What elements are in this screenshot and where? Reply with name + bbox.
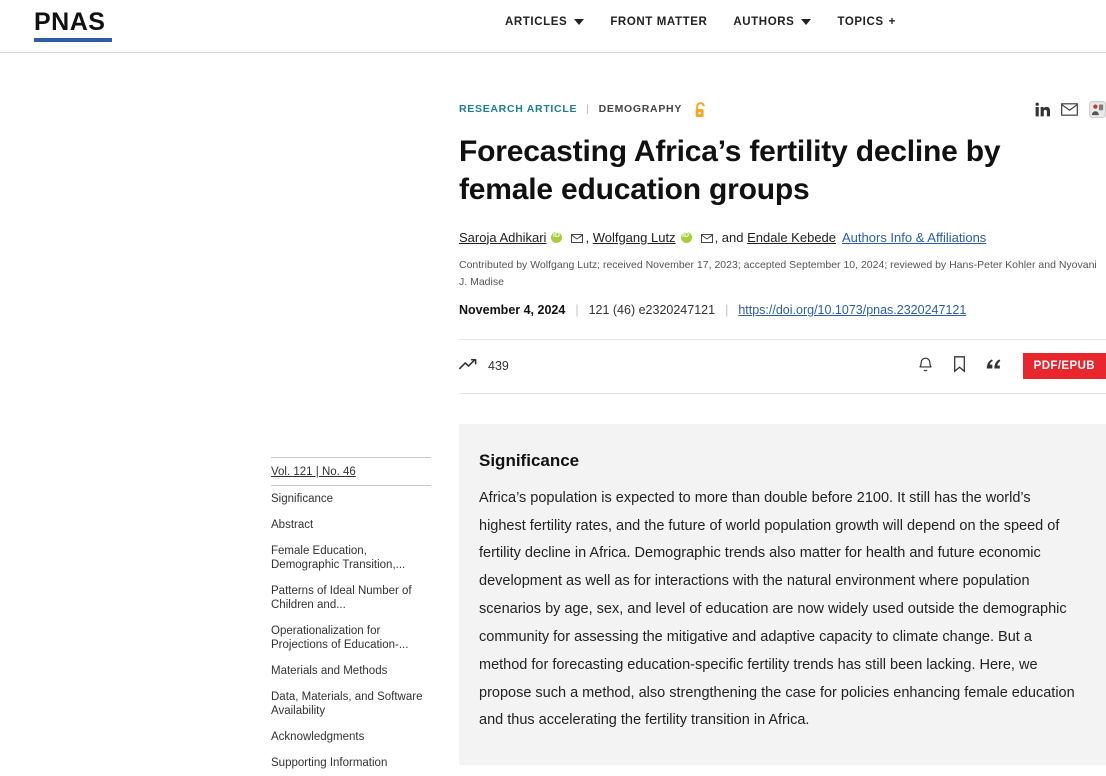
toc-item-data-materials-software[interactable]: Data, Materials, and Software Availability: [271, 691, 423, 718]
toc-item-significance[interactable]: Significance: [271, 493, 334, 505]
publication-date: November 4, 2024: [459, 302, 566, 317]
article-subject-label[interactable]: DEMOGRAPHY: [598, 103, 683, 115]
toc-item-operationalization[interactable]: Operationalization for Projections of Education-...: [271, 625, 409, 652]
orcid-icon[interactable]: [551, 232, 562, 243]
nav-item-authors[interactable]: [733, 16, 811, 28]
article-content: [459, 53, 1106, 732]
significance-section: [459, 424, 1106, 765]
chevron-down-icon: [801, 19, 811, 25]
toc-item-female-education[interactable]: Female Education, Demographic Transition,...: [271, 545, 406, 572]
article-title: Forecasting Africa’s fertility decline by female education groups: [459, 135, 1001, 207]
bell-alert-icon[interactable]: [918, 356, 933, 377]
toc-volume-label: Vol. 121 | No. 46: [271, 466, 356, 478]
left-rail: [0, 53, 459, 770]
toc-item-materials-and-methods[interactable]: Materials and Methods: [271, 665, 388, 678]
doi-link[interactable]: https://doi.org/10.1073/pnas.2320247121: [738, 302, 967, 317]
article-meta-row: [459, 101, 1106, 117]
quote-cite-icon[interactable]: [986, 357, 1001, 375]
toc-item-supporting-information[interactable]: Supporting Information: [271, 757, 388, 770]
author-list: [459, 228, 1106, 249]
nav-item-front-matter-label: FRONT MATTER: [610, 16, 708, 28]
author-joiner: , and: [714, 229, 748, 245]
nav-item-topics[interactable]: [837, 16, 896, 28]
site-header: [0, 0, 1106, 53]
authors-info-affiliations-link[interactable]: Authors Info & Affiliations: [842, 229, 987, 245]
author-email-icon[interactable]: [571, 229, 583, 249]
orcid-icon[interactable]: [681, 232, 692, 243]
toc-item-patterns-ideal-number[interactable]: Patterns of Ideal Number of Children and...: [271, 585, 412, 612]
share-icon-group: [1035, 101, 1106, 123]
nav-item-front-matter[interactable]: [610, 16, 707, 28]
toc-list: [271, 486, 431, 776]
nav-item-authors-label: AUTHORS: [733, 16, 795, 28]
table-of-contents: [271, 457, 431, 776]
author-name-2[interactable]: Wolfgang Lutz: [592, 229, 676, 245]
nav-item-articles-label: ARTICLES: [505, 16, 568, 28]
article-tools-row: [459, 339, 1106, 394]
main-nav: [505, 16, 896, 28]
pnas-logo-underline: [34, 38, 112, 42]
citation-info: 121 (46) e2320247121: [588, 302, 716, 317]
author-email-icon[interactable]: [701, 229, 713, 249]
page-body: [0, 53, 1106, 770]
bookmark-icon[interactable]: [953, 356, 966, 377]
author-name-3[interactable]: Endale Kebede: [747, 229, 837, 245]
email-icon[interactable]: [1061, 103, 1078, 121]
toc-item-abstract[interactable]: Abstract: [271, 519, 314, 532]
meta-separator: |: [586, 103, 590, 115]
contribution-note: Contributed by Wolfgang Lutz; received November 17, 2023; accepted September 10, 2024; reviewed by Hans-Peter Kohler and Nyovani J. Madise: [459, 259, 1097, 288]
pnas-logo-text: PNAS: [34, 8, 106, 36]
article-header: [459, 53, 1106, 765]
open-access-icon: [694, 102, 707, 117]
significance-text: Africa’s population is expected to more than double before 2100. It still has the world’s highest fertility rates, and the future of world population growth will depend on the speed of fertility decline in Africa. Demographic trends also matter for health and future economic development as well as for interactions with the natural environment where population scenarios by age, sex, and level of education are now widely used outside the demographic community for assessing the mitigative and adaptive capacity to climate change. But a method for forecasting education-specific fertility trends has still been lacking. Here, we propose such a method, also strengthening the case for policies enhancing female education and thus accelerating the fertility transition in Africa.: [479, 489, 1075, 729]
more-share-icon[interactable]: [1089, 101, 1106, 123]
nav-item-articles[interactable]: [505, 16, 584, 28]
pdf-epub-button[interactable]: PDF/EPUB: [1023, 353, 1106, 379]
article-type-label[interactable]: RESEARCH ARTICLE: [459, 103, 578, 115]
linkedin-icon[interactable]: [1035, 102, 1050, 122]
pnas-logo[interactable]: [34, 10, 112, 42]
plus-icon: +: [888, 16, 896, 28]
article-actions: [918, 353, 1106, 379]
metrics-group[interactable]: [459, 358, 509, 374]
toc-volume[interactable]: [271, 457, 431, 486]
significance-heading: Significance: [479, 450, 580, 470]
trending-up-icon: [459, 358, 478, 374]
toc-item-acknowledgments[interactable]: Acknowledgments: [271, 731, 365, 744]
chevron-down-icon: [574, 19, 584, 25]
pub-separator-2: |: [725, 302, 729, 317]
author-name-1[interactable]: Saroja Adhikari: [459, 229, 547, 245]
metric-count: 439: [488, 359, 509, 374]
author-comma-1: ,: [585, 229, 593, 245]
publication-row: [459, 303, 1106, 317]
pub-separator-1: |: [575, 302, 579, 317]
nav-item-topics-label: TOPICS: [837, 16, 884, 28]
